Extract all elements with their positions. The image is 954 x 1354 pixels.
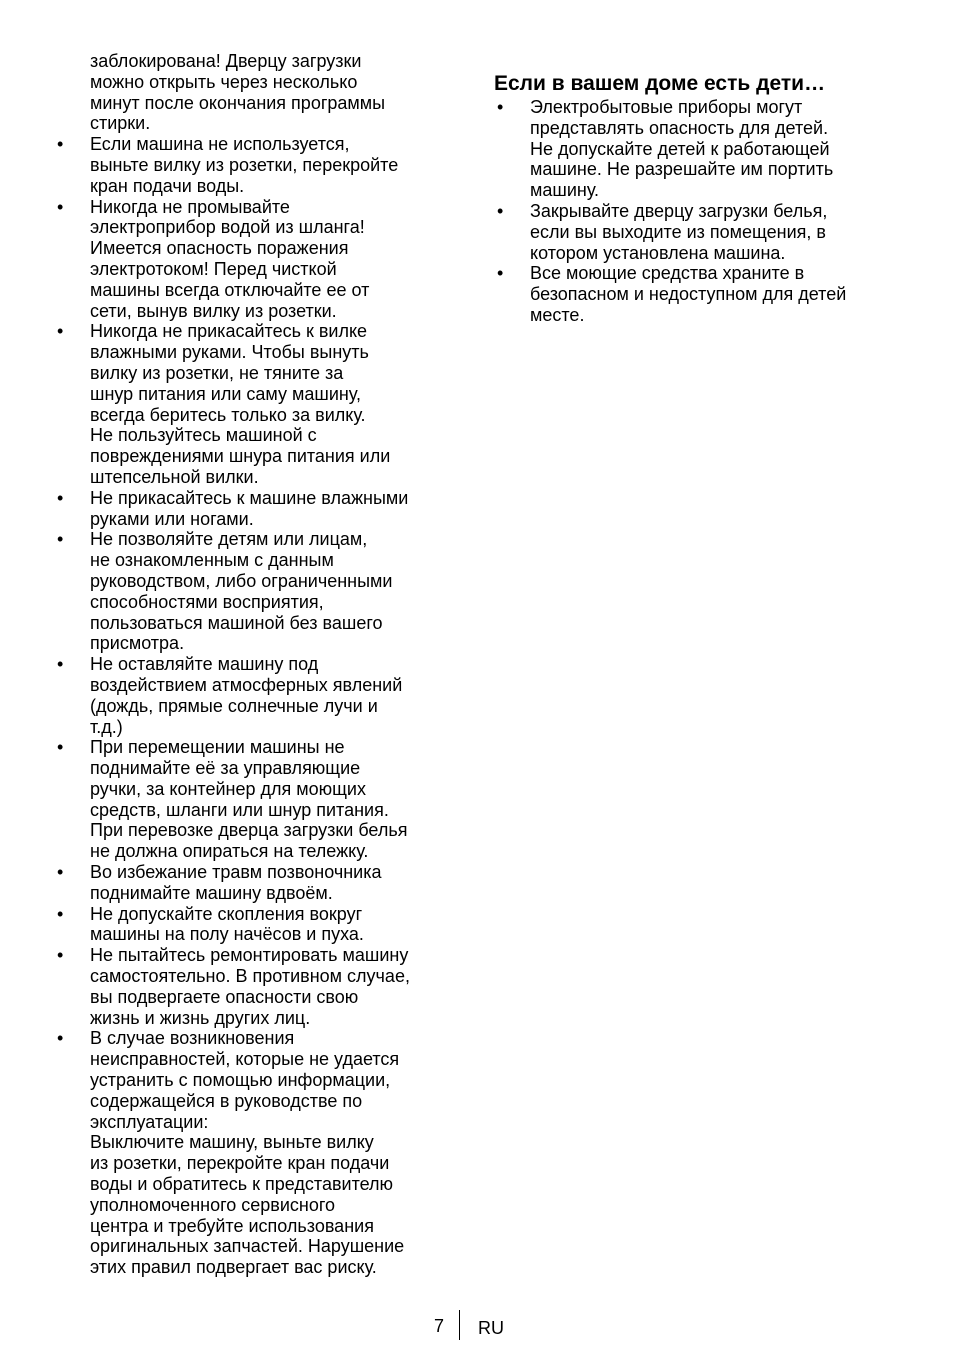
list-item	[57, 904, 467, 946]
list-item	[57, 654, 467, 737]
list-item-text: Не позволяйте детям или лицам, не ознакомленным с данным руководством, либо ограниченными способностями восприятия, пользоваться машиной без вашего присмотра.	[90, 529, 393, 654]
list-item-text: Во избежание травм позвоночника поднимайте машину вдвоём.	[90, 862, 382, 903]
list-item-text: Никогда не промывайте электроприбор водой из шланга! Имеется опасность поражения электротоком! Перед чисткой машины всегда отключайте ее от сети, вынув вилку из розетки.	[90, 196, 370, 321]
bullet-icon: •	[57, 654, 64, 675]
list-item-text: Электробытовые приборы могут представлять опасность для детей. Не допускайте детей к работающей машине. Не разрешайте им портить машину.	[530, 97, 834, 201]
children-safety-list	[497, 97, 917, 326]
bullet-icon: •	[57, 737, 64, 758]
list-item	[57, 134, 467, 196]
list-item	[57, 488, 467, 530]
section-heading-children: Если в вашем доме есть дети…	[494, 72, 826, 95]
bullet-icon: •	[57, 529, 64, 550]
language-code: RU	[478, 1318, 504, 1338]
bullet-icon: •	[497, 200, 504, 221]
bullet-icon: •	[57, 321, 64, 342]
bullet-icon: •	[497, 97, 504, 117]
list-item	[497, 201, 917, 263]
list-item	[57, 862, 467, 904]
page-number: 7	[434, 1316, 445, 1336]
bullet-icon: •	[57, 903, 64, 924]
list-item-text: Не оставляйте машину под воздействием атмосферных явлений (дождь, прямые солнечные лучи и т.д.)	[90, 654, 403, 737]
list-item	[497, 263, 917, 325]
list-item	[57, 197, 467, 322]
list-item-text: Если машина не используется, выньте вилку из розетки, перекройте кран подачи воды.	[90, 134, 399, 196]
list-item	[497, 97, 917, 201]
bullet-icon: •	[57, 196, 64, 217]
list-item-text: Не пытайтесь ремонтировать машину самостоятельно. В противном случае, вы подвергаете опасности свою жизнь и жизнь других лиц.	[90, 945, 410, 1028]
bullet-icon: •	[57, 945, 64, 966]
bullet-icon: •	[57, 487, 64, 508]
left-column	[57, 51, 467, 1278]
list-item	[57, 529, 467, 654]
list-item-text: Закрывайте дверцу загрузки белья, если вы выходите из помещения, в котором установлена машина.	[530, 200, 828, 263]
list-item	[57, 945, 467, 1028]
bullet-icon: •	[57, 134, 64, 155]
safety-list	[57, 134, 467, 1278]
footer-divider	[459, 1310, 460, 1340]
right-column	[494, 72, 917, 326]
bullet-icon: •	[497, 263, 504, 284]
list-item-text: Все моющие средства храните в безопасном и недоступном для детей месте.	[530, 263, 847, 325]
continuation-text: заблокирована! Дверцу загрузки можно открыть через несколько минут после окончания программы стирки.	[90, 51, 386, 134]
list-item-text: Не прикасайтесь к машине влажными руками или ногами.	[90, 487, 409, 529]
bullet-icon: •	[57, 1028, 64, 1049]
list-item-text: Никогда не прикасайтесь к вилке влажными руками. Чтобы вынуть вилку из розетки, не тяните за шнур питания или саму машину, всегда беритесь только за вилку. Не пользуйтесь машиной с повреждениями шнура питания или штепсельной вилки.	[90, 321, 391, 487]
list-item-text: При перемещении машины не поднимайте её за управляющие ручки, за контейнер для моющих средств, шланги или шнур питания. При перевозке дверца загрузки белья не должна опираться на тележку.	[90, 737, 408, 862]
list-item-text: Не допускайте скопления вокруг машины на полу начёсов и пуха.	[90, 903, 364, 945]
list-item	[57, 1028, 467, 1278]
list-item-text: В случае возникновения неисправностей, которые не удается устранить с помощью информации, содержащейся в руководстве по эксплуатации: Выключите машину, выньте вилку из розетки, перекройте кран подачи воды и обратитесь к представителю уполномоченного сервисного центра и требуйте использования оригинальных запчастей. Нарушение этих правил подвергает вас риску.	[90, 1028, 405, 1278]
bullet-icon: •	[57, 862, 64, 883]
list-item	[57, 321, 467, 487]
list-item	[57, 737, 467, 862]
